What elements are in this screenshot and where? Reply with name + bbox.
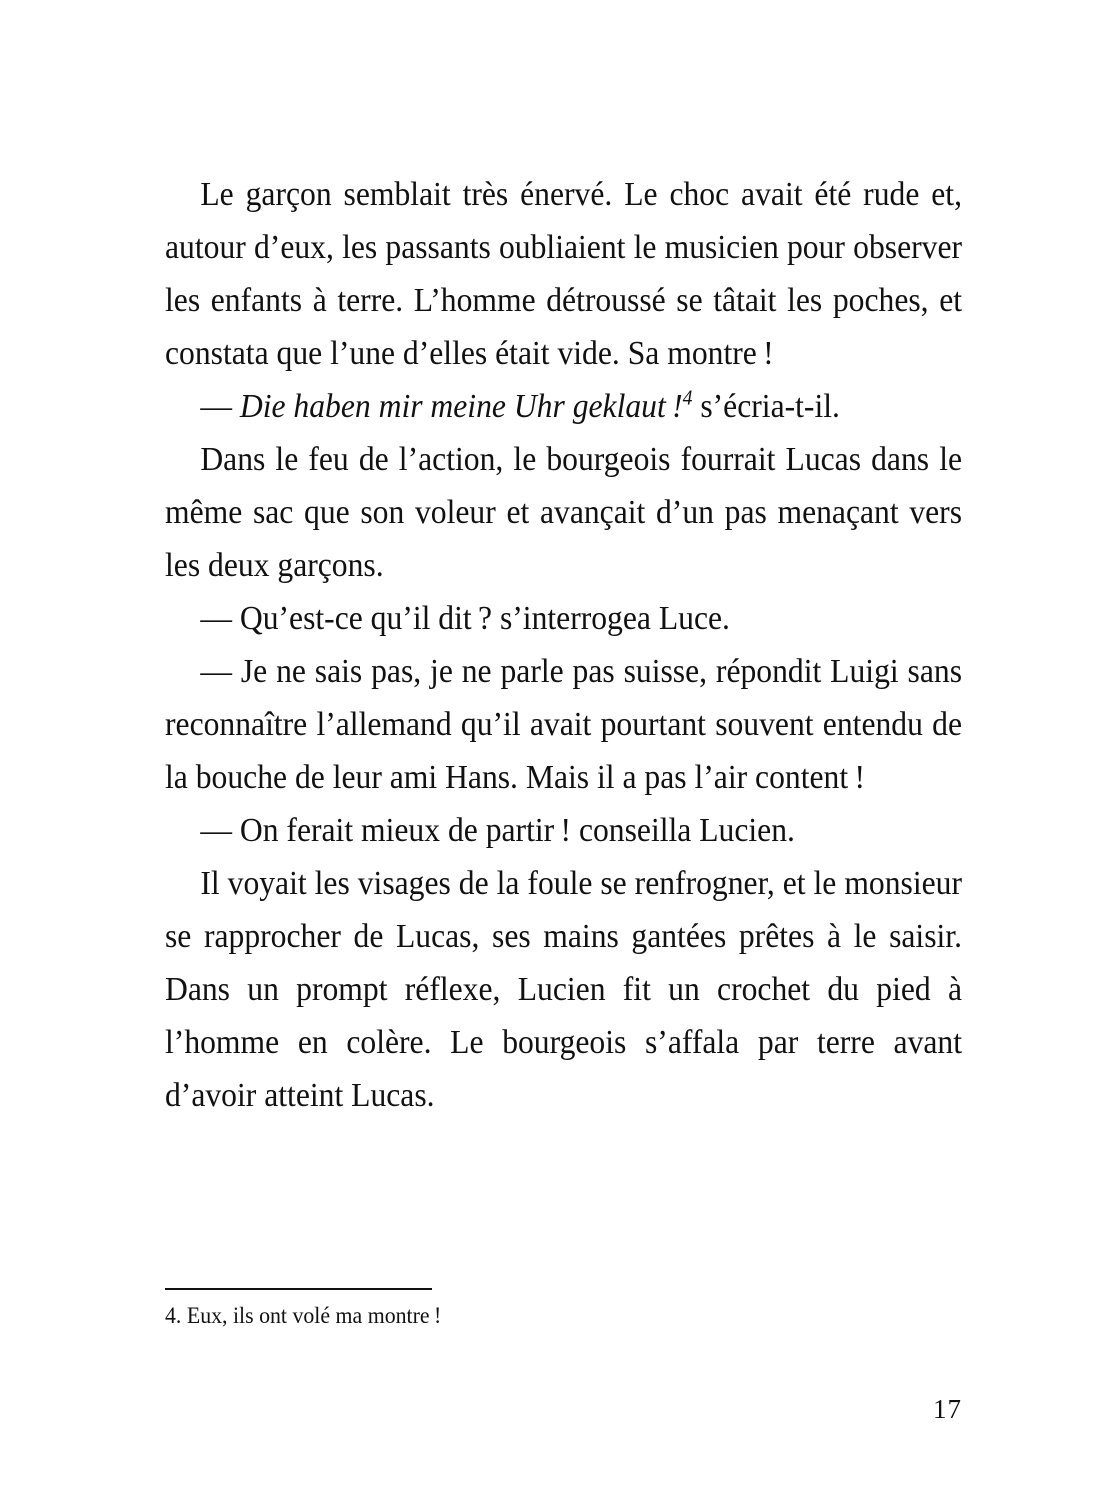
footnote-separator-rule — [165, 1288, 432, 1290]
paragraph-4-dialogue: — Qu’est-ce qu’il dit ? s’interrogea Luce. — [200, 600, 730, 637]
paragraph-7: Il voyait les visages de la foule se renfrogner, et le monsieur se rapprocher de Lucas, ses mains gantées prêtes à le saisir. Dans un prompt réflexe, Lucien fit un crochet du pied à l’homme en colère. Le bourgeois s’affala par terre avant d’avoir atteint Lucas. — [165, 865, 963, 1114]
page-number: 17 — [933, 1394, 962, 1424]
dash-space — [232, 388, 240, 425]
paragraph-1: Le garçon semblait très énervé. Le choc avait été rude et, autour d’eux, les passants oubliaient le musicien pour observer les enfants à terre. L’homme détroussé se tâtait les poches, et constata que l’une d’elles était vide. Sa montre ! — [165, 176, 963, 372]
paragraph-2-dialogue-german — [165, 380, 962, 433]
german-quote: Die haben mir meine Uhr geklaut ! — [239, 388, 683, 425]
paragraph-5-dialogue: — Je ne sais pas, je ne parle pas suisse, répondit Luigi sans reconnaître l’allemand qu’il avait pourtant souvent entendu de la bouche de leur ami Hans. Mais il a pas l’air content ! — [165, 653, 963, 796]
dialogue-attribution: s’écria-t-il. — [692, 388, 840, 425]
footnote-reference-marker[interactable]: 4 — [682, 385, 693, 410]
paragraph-3: Dans le feu de l’action, le bourgeois fourrait Lucas dans le même sac que son voleur et avançait d’un pas menaçant vers les deux garçons. — [165, 441, 963, 584]
body-text-column — [165, 168, 962, 1122]
em-dash: — — [200, 388, 232, 425]
paragraph-6-dialogue: — On ferait mieux de partir ! conseilla Lucien. — [200, 812, 795, 849]
footnote-entry-4: 4. Eux, ils ont volé ma montre ! — [165, 1303, 442, 1328]
